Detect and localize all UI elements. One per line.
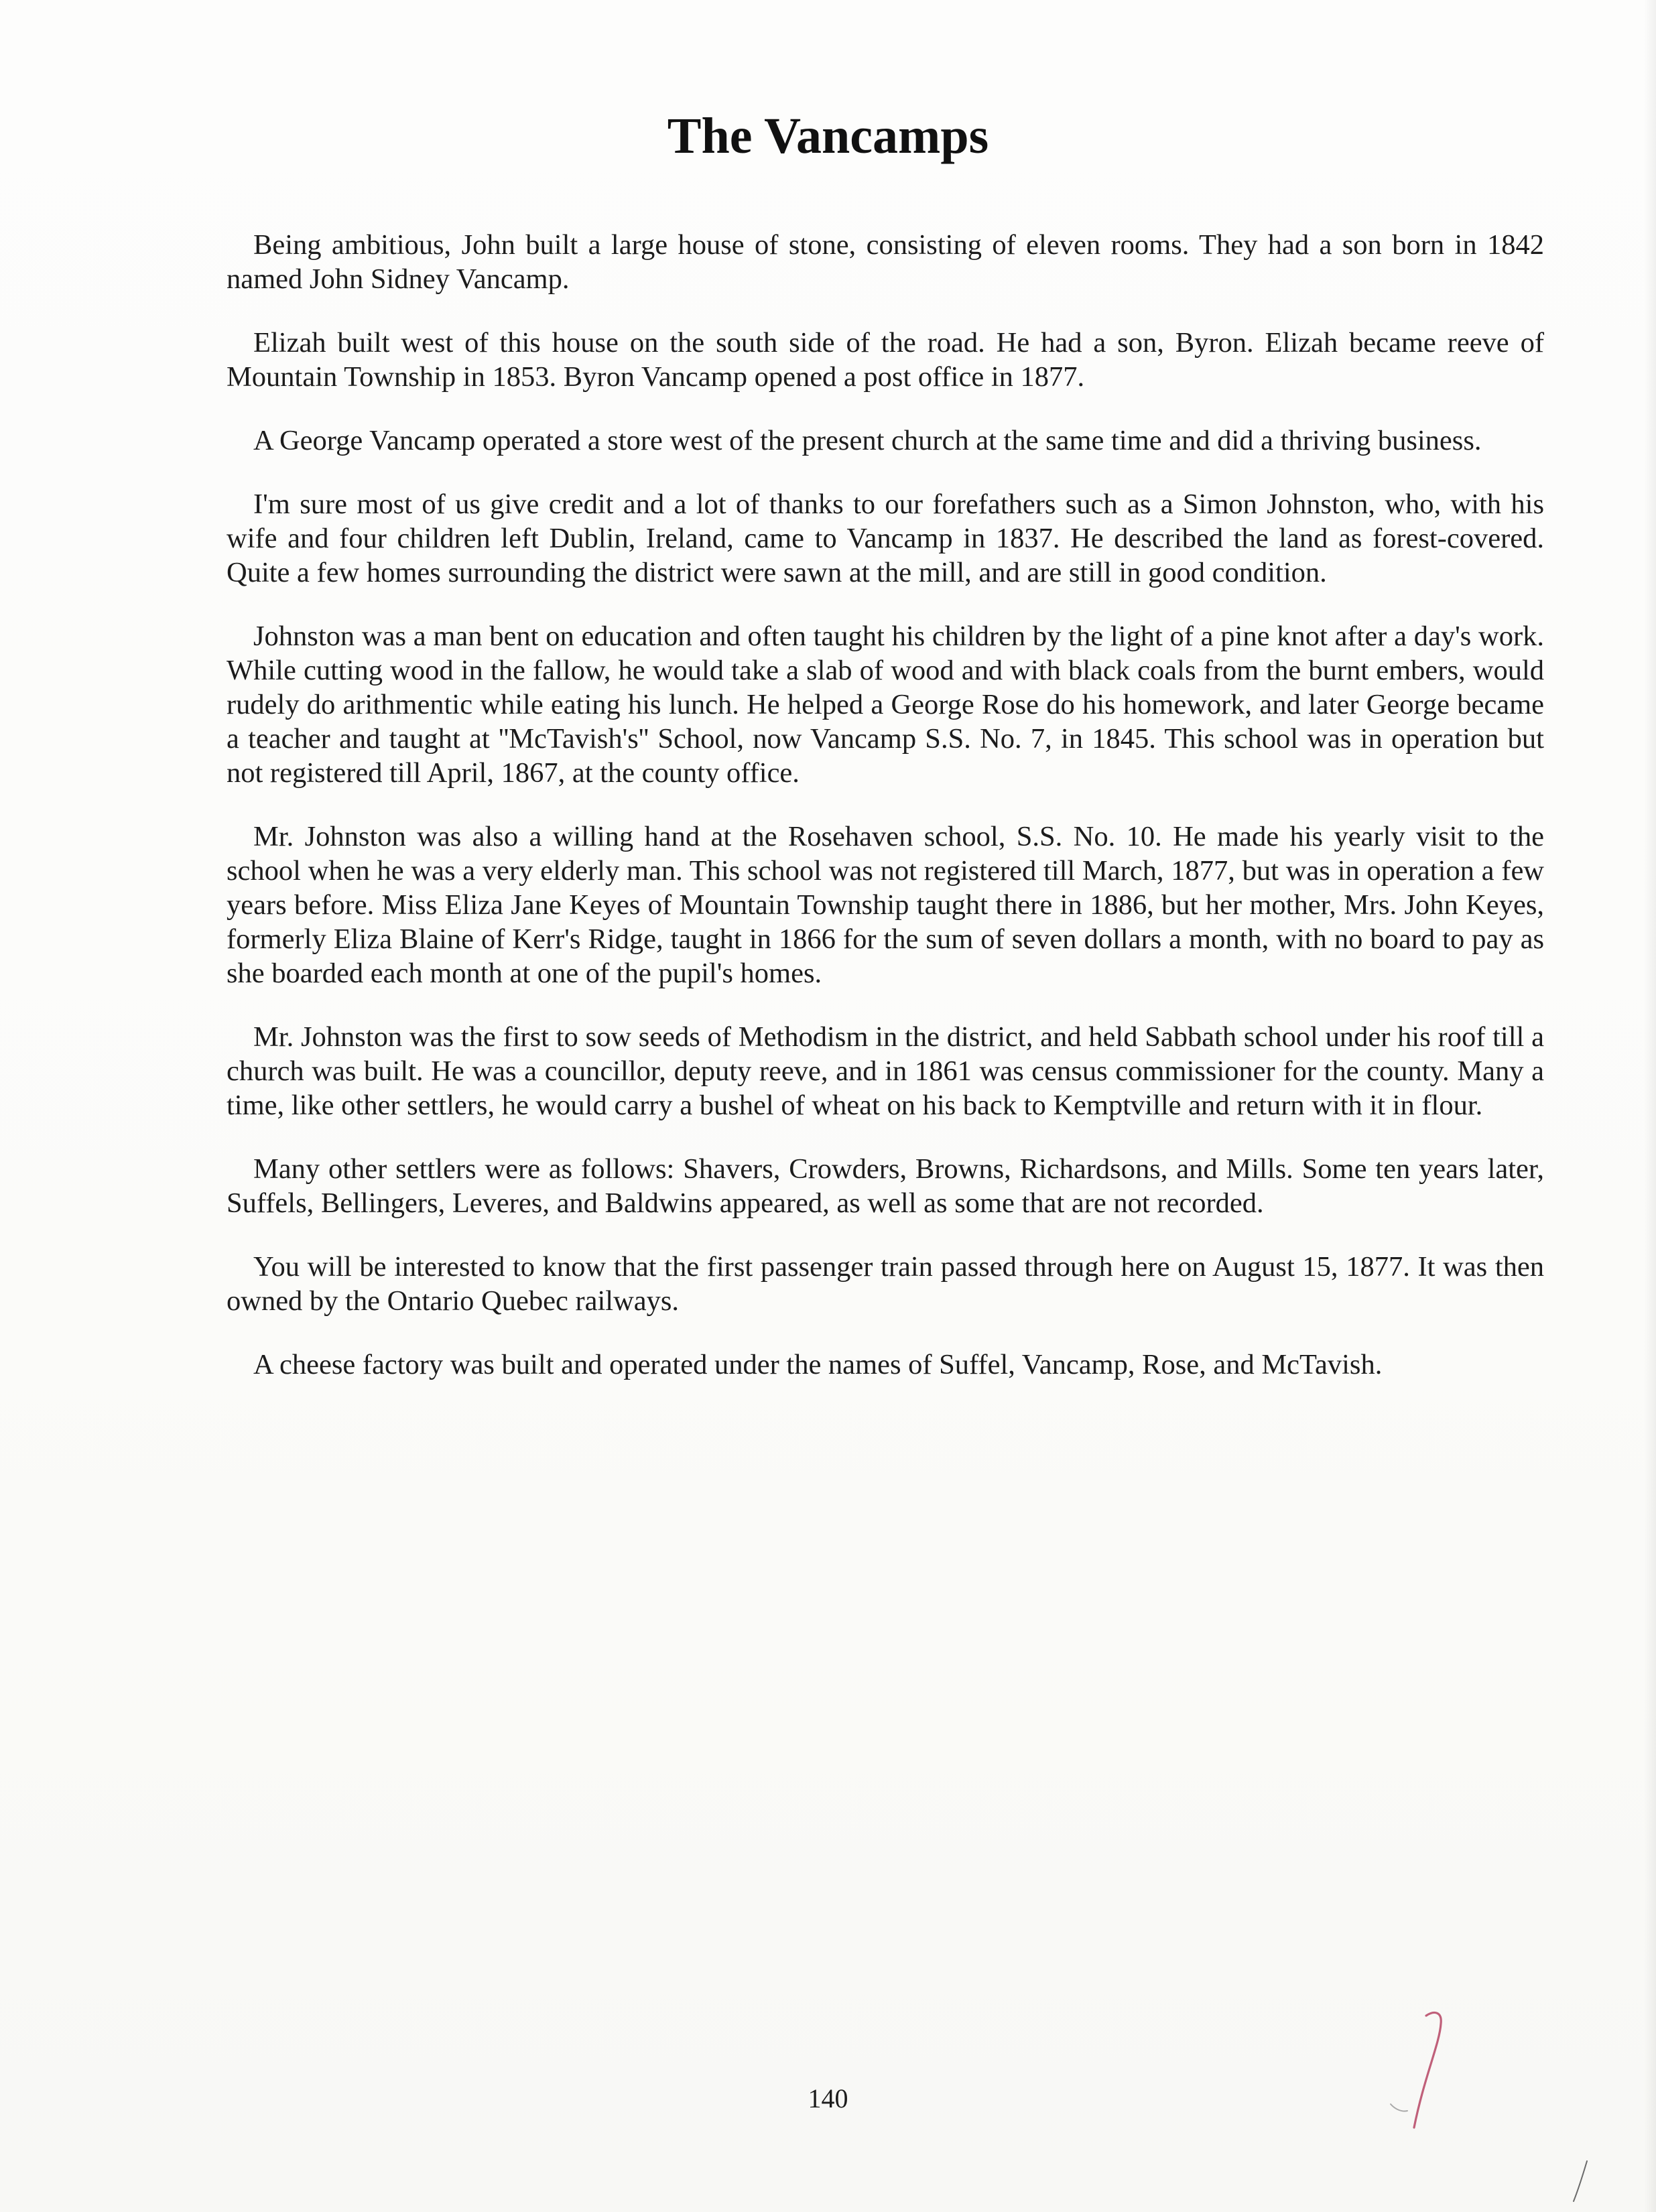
page-edge-shadow <box>1644 0 1656 2212</box>
paragraph-1: Being ambitious, John built a large house of stone, consisting of eleven rooms. They had a son born in 1842 named John Sidney Vancamp. <box>227 229 1544 295</box>
paragraph-8: Many other settlers were as follows: Shavers, Crowders, Browns, Richardsons, and Mills. Some ten years later, Suffels, Bellingers, Leveres, and Baldwins appeared, as well as some that are not recorded. <box>227 1153 1544 1219</box>
paragraph-5: Johnston was a man bent on education and often taught his children by the light of a pine knot after a day's work. While cutting wood in the fallow, he would take a slab of wood and with black coals from the burnt embers, would rudely do arithmentic while eating his lunch. He helped a George Rose do his homework, and later George became a teacher and taught at ''McTavish's'' School, now Vancamp S.S. No. 7, in 1845. This school was in operation but not registered till April, 1867, at the county office. <box>227 621 1544 789</box>
page-number: 140 <box>808 2083 848 2113</box>
paragraph-10: A cheese factory was built and operated under the names of Suffel, Vancamp, Rose, and McTavish. <box>253 1349 1383 1380</box>
corner-pencil-stroke <box>1568 2158 1595 2205</box>
page-title: The Vancamps <box>667 108 989 164</box>
paragraph-6: Mr. Johnston was also a willing hand at the Rosehaven school, S.S. No. 10. He made his yearly visit to the school when he was a very elderly man. This school was not registered till March, 1877, but was in operation a few years before. Miss Eliza Jane Keyes of Mountain Township taught there in 1886, but her mother, Mrs. John Keyes, formerly Eliza Blaine of Kerr's Ridge, taught in 1866 for the sum of seven dollars a month, with no board to pay as she boarded each month at one of the pupil's homes. <box>227 821 1544 989</box>
paragraph-9: You will be interested to know that the first passenger train passed through here on August 15, 1877. It was then owned by the Ontario Quebec railways. <box>227 1251 1544 1317</box>
handwritten-mark <box>1387 2004 1468 2138</box>
paragraph-4: I'm sure most of us give credit and a lot of thanks to our forefathers such as a Simon Johnston, who, with his wife and four children left Dublin, Ireland, came to Vancamp in 1837. He described the land as forest-covered. Quite a few homes surrounding the district were sawn at the mill, and are still in good condition. <box>227 489 1544 588</box>
body-text <box>227 228 1544 1411</box>
paragraph-2: Elizah built west of this house on the south side of the road. He had a son, Byron. Elizah became reeve of Mountain Township in 1853. Byron Vancamp opened a post office in 1877. <box>227 327 1544 393</box>
paragraph-3: A George Vancamp operated a store west of the present church at the same time and did a thriving business. <box>253 425 1482 456</box>
paragraph-7: Mr. Johnston was the first to sow seeds of Methodism in the district, and held Sabbath school under his roof till a church was built. He was a councillor, deputy reeve, and in 1861 was census commissioner for the county. Many a time, like other settlers, he would carry a bushel of wheat on his back to Kemptville and return with it in flour. <box>227 1021 1544 1121</box>
